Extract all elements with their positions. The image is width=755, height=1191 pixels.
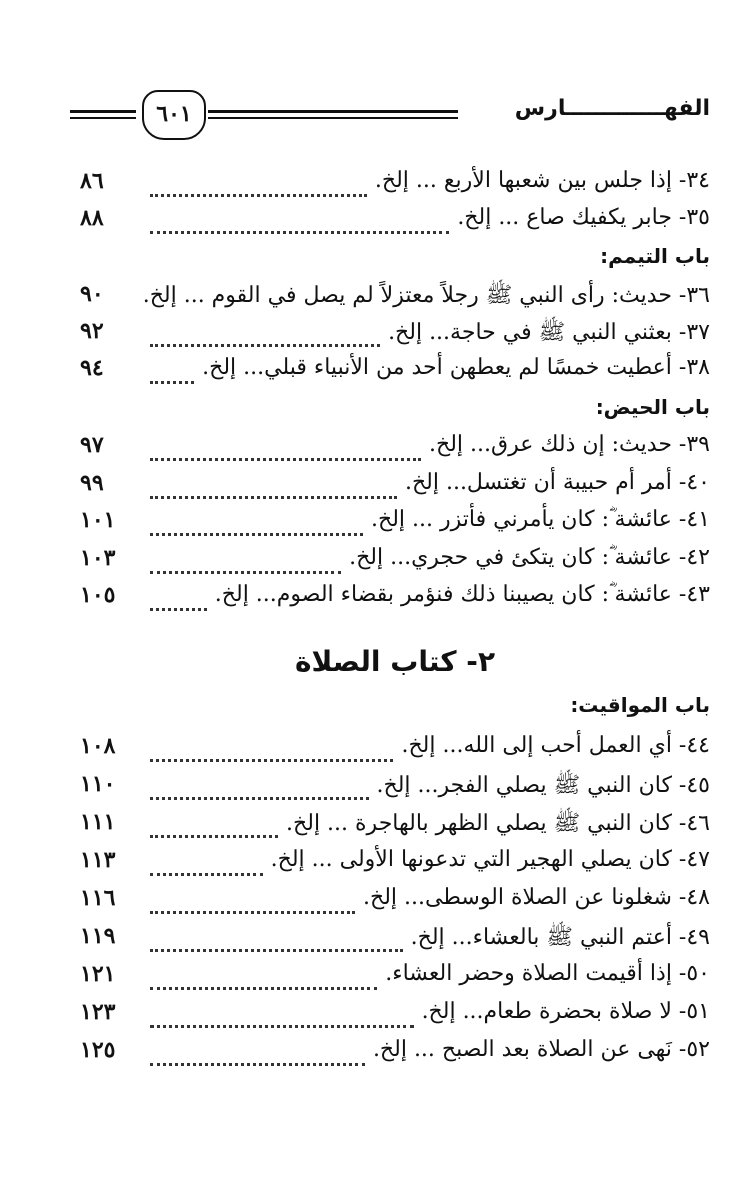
entry-text: ٤٨- شغلونا عن الصلاة الوسطى... إلخ. bbox=[363, 885, 710, 910]
entry-text: ٣٩- حديث: إن ذلك عرق... إلخ. bbox=[429, 432, 710, 457]
index-entry bbox=[80, 809, 710, 845]
leader-dots bbox=[150, 777, 369, 800]
leader-dots bbox=[150, 438, 421, 461]
entry-page-number: ٨٨ bbox=[80, 205, 104, 231]
index-entry bbox=[80, 168, 710, 204]
index-entry bbox=[80, 281, 710, 317]
entry-text: ٣٦- حديث: رأى النبي ﷺ رجلاً معتزلاً لم يصل في القوم ... إلخ. bbox=[142, 283, 710, 308]
index-entry bbox=[80, 733, 710, 769]
index-entry bbox=[80, 432, 710, 468]
entry-page-number: ١٠١ bbox=[80, 507, 116, 533]
entry-page-number: ١١١ bbox=[80, 809, 116, 835]
entry-text: ٤٥- كان النبي ﷺ يصلي الفجر... إلخ. bbox=[376, 773, 710, 798]
entry-page-number: ١١٣ bbox=[80, 847, 116, 873]
entry-text: ٤١- عائشة ؓ: كان يأمرني فأتزر ... إلخ. bbox=[371, 507, 710, 532]
entry-text: ٥٠- إذا أقيمت الصلاة وحضر العشاء. bbox=[385, 961, 710, 986]
leader-dots bbox=[150, 513, 363, 536]
index-entry bbox=[80, 582, 710, 618]
chapter-title: ٢- كتاب الصلاة bbox=[294, 645, 496, 678]
entry-text: ٣٨- أعطيت خمسًا لم يعطهن أحد من الأنبياء قبلي... إلخ. bbox=[202, 355, 710, 380]
header-rule-right-bottom bbox=[208, 117, 458, 119]
entry-page-number: ١٢٥ bbox=[80, 1037, 116, 1063]
leader-dots bbox=[150, 551, 341, 574]
index-entry bbox=[80, 885, 710, 921]
entry-text: ٥١- لا صلاة بحضرة طعام... إلخ. bbox=[421, 999, 710, 1024]
index-entry bbox=[80, 847, 710, 883]
entry-page-number: ١١٦ bbox=[80, 885, 116, 911]
entry-text: ٤٦- كان النبي ﷺ يصلي الظهر بالهاجرة ... إلخ. bbox=[286, 811, 710, 836]
leader-dots bbox=[150, 967, 377, 990]
section-heading: باب التيمم: bbox=[600, 244, 710, 268]
entry-page-number: ٩٩ bbox=[80, 470, 104, 496]
index-entry bbox=[80, 318, 710, 354]
index-entry bbox=[80, 205, 710, 241]
header-rule-right-top bbox=[208, 110, 458, 113]
entry-text: ٤٣- عائشة ؓ: كان يصيبنا ذلك فنؤمر بقضاء الصوم... إلخ. bbox=[214, 582, 710, 607]
entry-text: ٣٤- إذا جلس بين شعبها الأربع ... إلخ. bbox=[374, 168, 710, 193]
leader-dots bbox=[150, 815, 278, 838]
index-entry bbox=[80, 355, 710, 391]
entry-page-number: ١٠٣ bbox=[80, 545, 116, 571]
index-entry bbox=[80, 923, 710, 959]
leader-dots bbox=[150, 853, 263, 876]
leader-dots bbox=[150, 1005, 414, 1028]
section-heading: باب الحيض: bbox=[595, 395, 710, 419]
entry-page-number: ١١٩ bbox=[80, 923, 116, 949]
entry-text: ٣٥- جابر يكفيك صاع ... إلخ. bbox=[457, 205, 710, 230]
leader-dots bbox=[150, 361, 194, 384]
leader-dots bbox=[150, 211, 449, 234]
leader-dots bbox=[150, 476, 397, 499]
entry-text: ٥٢- نَهى عن الصلاة بعد الصبح ... إلخ. bbox=[372, 1037, 710, 1062]
index-entry bbox=[80, 961, 710, 997]
entry-page-number: ١٢٣ bbox=[80, 999, 116, 1025]
leader-dots bbox=[150, 739, 393, 762]
leader-dots bbox=[150, 929, 403, 952]
page-number: ٦٠١ bbox=[142, 90, 206, 140]
leader-dots bbox=[150, 588, 207, 611]
entry-text: ٤٢- عائشة ؓ: كان يتكئ في حجري... إلخ. bbox=[349, 545, 710, 570]
leader-dots bbox=[150, 324, 380, 347]
entry-page-number: ١٠٥ bbox=[80, 582, 116, 608]
page-header bbox=[70, 90, 710, 142]
entry-page-number: ١٠٨ bbox=[80, 733, 116, 759]
entry-page-number: ٩٧ bbox=[80, 432, 104, 458]
entry-text: ٤٧- كان يصلي الهجير التي تدعونها الأولى ... إلخ. bbox=[270, 847, 710, 872]
entry-page-number: ٩٢ bbox=[80, 318, 104, 344]
entry-text: ٤٩- أعتم النبي ﷺ بالعشاء... إلخ. bbox=[410, 925, 710, 950]
section-heading: باب المواقيت: bbox=[570, 693, 710, 717]
header-rule-left-bottom bbox=[70, 117, 136, 119]
index-entry bbox=[80, 999, 710, 1035]
index-entry bbox=[80, 545, 710, 581]
header-title: الفهـــــــــــــارس bbox=[514, 96, 710, 121]
entry-page-number: ٩٠ bbox=[80, 281, 104, 307]
header-rule-left-top bbox=[70, 110, 136, 113]
index-entry bbox=[80, 470, 710, 506]
entry-page-number: ٨٦ bbox=[80, 168, 104, 194]
entry-page-number: ١٢١ bbox=[80, 961, 116, 987]
entry-page-number: ٩٤ bbox=[80, 355, 104, 381]
entry-text: ٤٤- أي العمل أحب إلى الله... إلخ. bbox=[401, 733, 710, 758]
index-entry bbox=[80, 507, 710, 543]
index-entry bbox=[80, 1037, 710, 1073]
entry-page-number: ١١٠ bbox=[80, 771, 116, 797]
index-entry bbox=[80, 771, 710, 807]
leader-dots bbox=[150, 174, 367, 197]
entry-text: ٣٧- بعثني النبي ﷺ في حاجة... إلخ. bbox=[388, 320, 710, 345]
leader-dots bbox=[150, 891, 355, 914]
entry-text: ٤٠- أمر أم حبيبة أن تغتسل... إلخ. bbox=[404, 470, 710, 495]
leader-dots bbox=[150, 1043, 365, 1066]
